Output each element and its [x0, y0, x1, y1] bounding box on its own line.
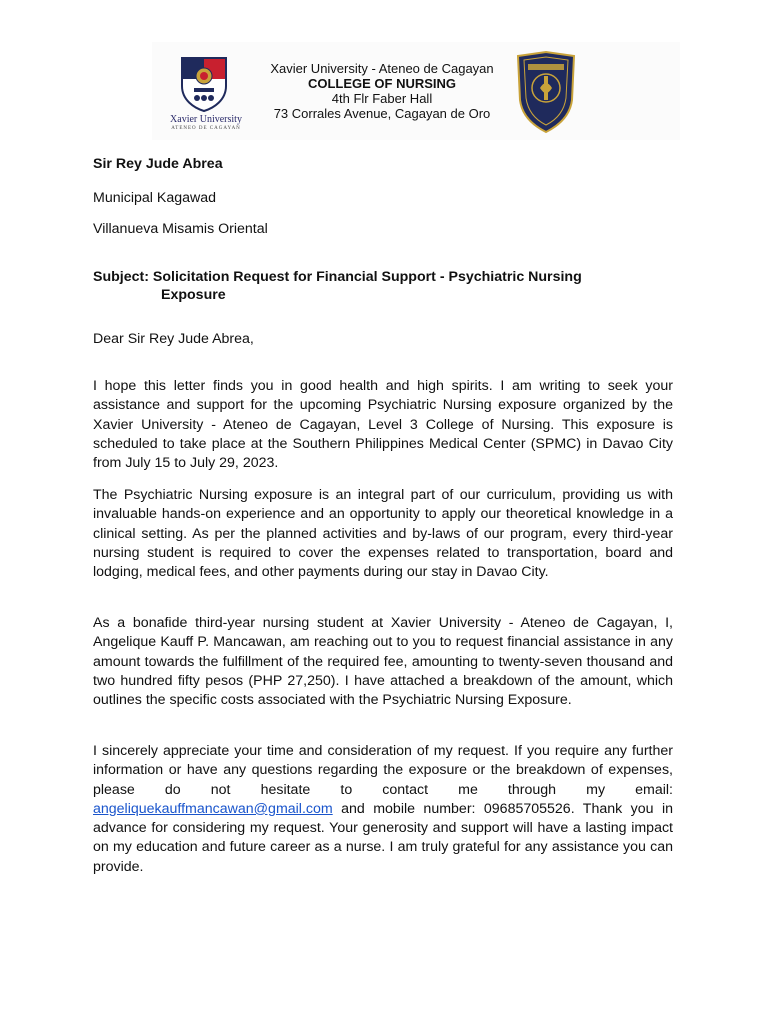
recipient-position: Municipal Kagawad: [93, 190, 217, 206]
email-link[interactable]: angeliquekauffmancawan@gmail.com: [93, 800, 333, 817]
address: 73 Corrales Avenue, Cagayan de Oro: [273, 106, 491, 121]
recipient-location: Villanueva Misamis Oriental: [93, 221, 268, 237]
paragraph-4-closing: and mobile number: 09685705526. Thank you in advance for considering my request. Your generosity and support will have a lasting impact on my education and future career as a nurse. I am truly grateful for any assistance you can provide.: [93, 800, 673, 875]
xavier-shield-icon: [180, 56, 228, 112]
paragraph-3: As a bonafide third-year nursing student at Xavier University - Ateneo de Cagayan, I, Angelique Kauff P. Mancawan, am reaching out to you to request financial assistance in any amount towards the fulfillment of the required fee, amounting to twenty-seven thousand and two hundred fifty pesos (PHP 27,250). I have attached a breakdown of the amount, which outlines the specific costs associated with the Psychiatric Nursing Exposure.: [93, 615, 673, 709]
subject-line-2: Exposure: [161, 287, 226, 303]
letterhead: [152, 42, 680, 140]
paragraph-2: The Psychiatric Nursing exposure is an integral part of our curriculum, providing us with invaluable hands-on experience and an opportunity to apply our theoretical knowledge in a clinical setting. As per the planned activities and by-laws of our program, every third-year nursing student is required to cover the expenses related to transportation, board and lodging, medical fees, and other payments during our stay in Davao City.: [93, 487, 673, 581]
university-name: Xavier University - Ateneo de Cagayan: [270, 61, 494, 76]
logo-left-text: Xavier University: [170, 114, 242, 125]
logo-left-subtext: ATENEO DE CAGAYAN: [171, 126, 241, 131]
salutation: Dear Sir Rey Jude Abrea,: [93, 331, 254, 347]
recipient-name: Sir Rey Jude Abrea: [93, 156, 223, 172]
subject-line-1: Subject: Solicitation Request for Financial Support - Psychiatric Nursing: [93, 269, 582, 285]
paragraph-4-intro: I sincerely appreciate your time and consideration of my request. If you require any further information or have any questions regarding the exposure or the breakdown of expenses, please do not hesitate to contact me through my email:: [93, 743, 673, 798]
college-of-nursing-seal-icon: [514, 50, 578, 134]
paragraph-4: [93, 742, 673, 877]
xavier-university-logo: [164, 54, 242, 134]
letterhead-text: [252, 61, 512, 121]
building-name: 4th Flr Faber Hall: [331, 91, 433, 106]
paragraph-1: I hope this letter finds you in good health and high spirits. I am writing to seek your assistance and support for the upcoming Psychiatric Nursing exposure organized by the Xavier University - Ateneo de Cagayan, Level 3 College of Nursing. This exposure is scheduled to take place at the Southern Philippines Medical Center (SPMC) in Davao City from July 15 to July 29, 2023.: [93, 378, 673, 472]
subject-line: [93, 268, 653, 304]
college-name: COLLEGE OF NURSING: [307, 76, 457, 91]
